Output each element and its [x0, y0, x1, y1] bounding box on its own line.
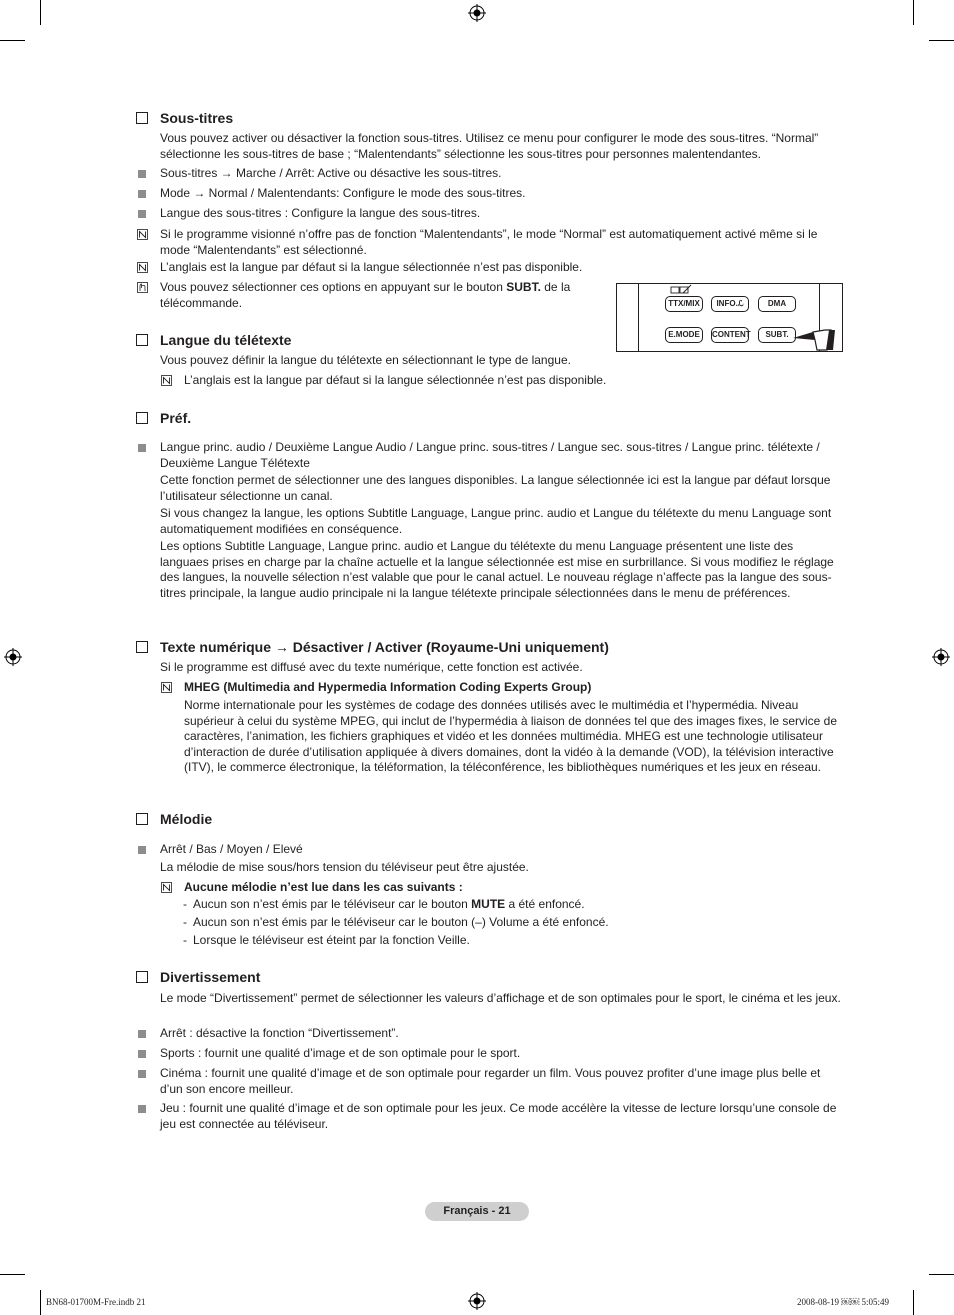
dma-button[interactable]: DMA: [758, 296, 796, 312]
square-bullet-icon: [138, 210, 146, 218]
bullet-text: Sous-titres → Marche / Arrêt: Active ou désactive les sous-titres.: [160, 166, 502, 180]
bullet-text: Cinéma : fournit une qualité d’image et de son optimale pour regarder un film. Vous pouvez profiter d’une image plus belle et d’un son encore meilleur.: [160, 1066, 821, 1096]
registration-mark-icon: [932, 648, 950, 666]
slug-timestamp: 2008-08-19 ￼￼ 5:05:49: [797, 1297, 889, 1307]
checkbox-bullet-icon: [136, 334, 148, 346]
square-bullet-icon: [138, 1030, 146, 1038]
checkbox-bullet-icon: [136, 112, 148, 124]
section-heading-langue-teletexte: Langue du télétexte: [136, 332, 291, 348]
checkbox-bullet-icon: [136, 813, 148, 825]
dash-bullet: -: [183, 915, 187, 929]
paragraph: Les options Subtitle Language, Langue princ. audio et Langue du télétexte du menu Language présentent une liste des languaes prises en charge par la chaîne actuelle et la langue sélectionnée est mise en surbrillance. Si vous modifiez le réglage des langues, la nouvelle sélection n’est valable que pour le canal actuel. Le nouveau réglage n’affecte pas la langue des sous-titres principale, la langue audio principale ni la langue télétexte principale sélectionnées dans le menu de préférences.: [160, 539, 834, 600]
square-bullet-icon: [138, 190, 146, 198]
paragraph: Vous pouvez définir la langue du télétexte en sélectionnant le type de langue.: [160, 353, 571, 367]
note-icon: [161, 882, 172, 893]
remote-note-text: Vous pouvez sélectionner ces options en appuyant sur le bouton SUBT. de la télécommande.: [160, 280, 571, 310]
bullet-text: Sports : fournit une qualité d’image et de son optimale pour le sport.: [160, 1046, 521, 1060]
square-bullet-icon: [138, 846, 146, 854]
bullet-text: Arrêt : désactive la fonction “Divertissement”.: [160, 1026, 399, 1040]
bullet-text: Arrêt / Bas / Moyen / Elevé: [160, 842, 303, 856]
crop-mark: [40, 0, 41, 25]
pointing-finger-icon: [791, 328, 839, 352]
section-heading-divertissement: Divertissement: [136, 969, 260, 985]
dash-text: Aucun son n’est émis par le téléviseur car le bouton (–) Volume a été enfoncé.: [193, 915, 609, 929]
paragraph: Vous pouvez activer ou désactiver la fonction sous-titres. Utilisez ce menu pour configurer le mode des sous-titres. “Normal” sélectionne les sous-titres de base ; “Malentendants” sélectionne les sous-titres pour personnes malentendantes.: [160, 131, 819, 161]
checkbox-bullet-icon: [136, 412, 148, 424]
checkbox-bullet-icon: [136, 971, 148, 983]
teletext-icon: [669, 284, 695, 295]
content-button[interactable]: CONTENT: [711, 327, 749, 343]
note-icon: [161, 682, 172, 693]
bullet-text: Jeu : fournit une qualité d’image et de son optimale pour les jeux. Ce mode accélère la vitesse de lecture lorsqu’une console de jeu est connectée au téléviseur.: [160, 1101, 837, 1131]
note-title: MHEG (Multimedia and Hypermedia Information Coding Experts Group): [184, 680, 592, 694]
registration-mark-icon: [468, 4, 486, 22]
square-bullet-icon: [138, 1050, 146, 1058]
note-text: Si le programme visionné n’offre pas de fonction “Malentendants”, le mode “Normal” est automatiquement activé même si le mode “Malentendants” est sélectionné.: [160, 227, 818, 257]
bullet-text: Mode → Normal / Malentendants: Configure le mode des sous-titres.: [160, 186, 526, 200]
page-number-label: Français - 21: [425, 1202, 529, 1221]
dash-text: Aucun son n’est émis par le téléviseur car le bouton MUTE a été enfoncé.: [193, 897, 585, 911]
dash-bullet: -: [183, 933, 187, 947]
note-title: Aucune mélodie n’est lue dans les cas suivants :: [184, 880, 463, 894]
e-mode-button[interactable]: E.MODE: [665, 327, 703, 343]
paragraph: Le mode “Divertissement” permet de sélectionner les valeurs d’affichage et de son optimales pour le sport, le cinéma et les jeux.: [160, 991, 841, 1005]
crop-mark: [913, 0, 914, 25]
slug-filename: BN68-01700M-Fre.indb 21: [46, 1297, 146, 1307]
crop-mark: [913, 1290, 914, 1315]
crop-mark: [929, 1274, 954, 1275]
note-body: Norme internationale pour les systèmes de codage des données utilisés avec le multimédia et l’hypermédia. Niveau supérieur à celui du système MPEG, qui inclut de l’hypermédia à liaison de données tel que des images fixes, le service de caractères, l’animation, les fichiers graphiques et vidéo et les données multimédia. MHEG est une technologie utilisateur d’interaction de durée d’utilisation appliquée à divers domaines, dont la vidéo à la demande (VOD), la télévision interactive (ITV), le commerce électronique, la téléformation, la téléconférence, les bibliothèques numériques et les jeux en réseau.: [184, 698, 838, 774]
info-button[interactable]: INFO.ℒ: [711, 296, 749, 312]
dash-bullet: -: [183, 897, 187, 911]
crop-mark: [0, 1274, 25, 1275]
subt-button[interactable]: SUBT.: [758, 327, 796, 343]
square-bullet-icon: [138, 170, 146, 178]
remote-control-illustration: [616, 283, 843, 352]
ttx-mix-button[interactable]: TTX/MIX: [665, 296, 703, 312]
note-icon: [137, 229, 148, 240]
note-icon: [161, 375, 172, 386]
paragraph: Cette fonction permet de sélectionner une des langues disponibles. La langue sélectionnée ici est la langue par défaut lorsque l’utilisateur sélectionne un canal.: [160, 473, 831, 503]
square-bullet-icon: [138, 1105, 146, 1113]
crop-mark: [40, 1290, 41, 1315]
registration-mark-icon: [4, 648, 22, 666]
square-bullet-icon: [138, 444, 146, 452]
registration-mark-icon: [468, 1292, 486, 1310]
note-icon: [137, 262, 148, 273]
paragraph: Si vous changez la langue, les options Subtitle Language, Langue princ. audio et Langue du télétexte du menu Language sont automatiquement modifiées en conséquence.: [160, 506, 832, 536]
bullet-text: Langue des sous-titres : Configure la langue des sous-titres.: [160, 206, 481, 220]
dash-text: Lorsque le téléviseur est éteint par la fonction Veille.: [193, 933, 470, 947]
section-heading-pref: Préf.: [136, 410, 191, 426]
paragraph: Si le programme est diffusé avec du texte numérique, cette fonction est activée.: [160, 660, 583, 674]
section-heading-texte-numerique: Texte numérique → Désactiver / Activer (Royaume-Uni uniquement): [136, 639, 609, 655]
crop-mark: [929, 40, 954, 41]
crop-mark: [0, 40, 25, 41]
bullet-text: Langue princ. audio / Deuxième Langue Audio / Langue princ. sous-titres / Langue sec. sous-titres / Langue princ. télétexte / Deuxième Langue Télétexte: [160, 440, 820, 470]
remote-hand-icon: [137, 282, 148, 293]
note-text: L’anglais est la langue par défaut si la langue sélectionnée n’est pas disponible.: [160, 260, 583, 274]
square-bullet-icon: [138, 1070, 146, 1078]
note-text: L’anglais est la langue par défaut si la langue sélectionnée n’est pas disponible.: [184, 373, 607, 387]
checkbox-bullet-icon: [136, 641, 148, 653]
section-heading-melodie: Mélodie: [136, 811, 212, 827]
section-heading-sous-titres: Sous-titres: [136, 110, 233, 126]
paragraph: La mélodie de mise sous/hors tension du téléviseur peut être ajustée.: [160, 860, 529, 874]
